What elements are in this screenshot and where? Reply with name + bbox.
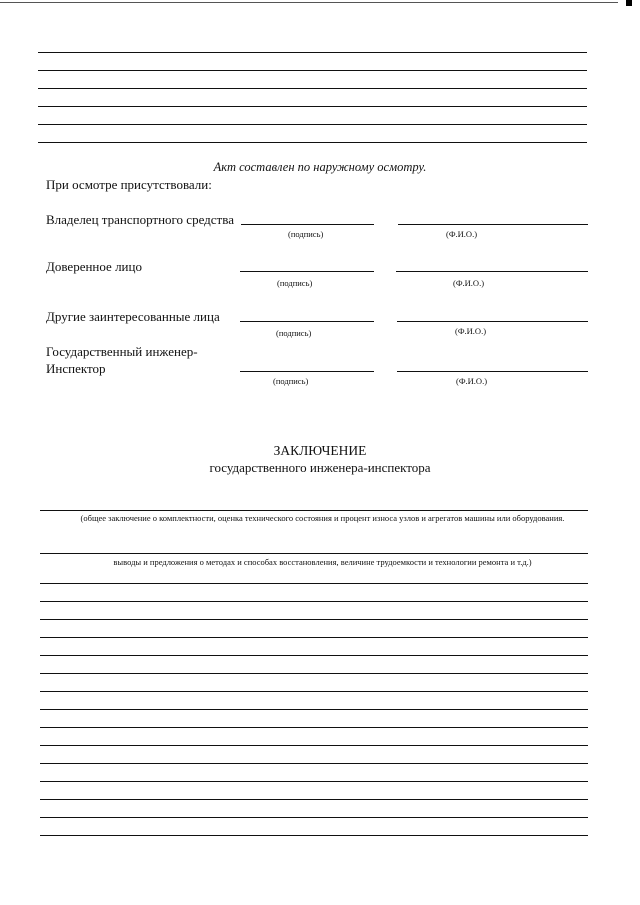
blank-line[interactable]	[40, 691, 588, 692]
blank-line[interactable]	[40, 601, 588, 602]
page-top-edge	[0, 2, 618, 3]
blank-line[interactable]	[40, 763, 588, 764]
blank-line[interactable]	[40, 817, 588, 818]
blank-line[interactable]	[40, 655, 588, 656]
blank-line[interactable]	[40, 619, 588, 620]
blank-line	[38, 70, 587, 71]
proxy-label: Доверенное лицо	[46, 259, 142, 274]
conclusion-subtitle: государственного инженера-инспектора	[209, 460, 431, 475]
blank-line	[38, 124, 587, 125]
blank-line[interactable]	[40, 781, 588, 782]
interested-signature-line[interactable]	[240, 321, 374, 322]
blank-line[interactable]	[40, 727, 588, 728]
conclusion-note-proposals: выводы и предложения о методах и способах восстановления, величине трудоемкости и технологии ремонта и т.д.)	[113, 557, 532, 567]
interested-name-line[interactable]	[397, 321, 588, 322]
owner-label: Владелец транспортного средства	[46, 212, 234, 227]
inspector-signature-line[interactable]	[240, 371, 374, 372]
proxy-signature-caption: (подпись)	[277, 278, 313, 288]
inspector-signature-caption: (подпись)	[273, 376, 309, 386]
blank-line[interactable]	[40, 673, 588, 674]
interested-parties-label: Другие заинтересованные лица	[46, 309, 220, 324]
proxy-name-line[interactable]	[396, 271, 588, 272]
blank-line[interactable]	[40, 799, 588, 800]
owner-signature-line[interactable]	[241, 224, 374, 225]
inspector-name-line[interactable]	[397, 371, 588, 372]
owner-signature-caption: (подпись)	[288, 229, 324, 239]
blank-line[interactable]	[40, 637, 588, 638]
proxy-signature-line[interactable]	[240, 271, 374, 272]
blank-line	[38, 52, 587, 53]
interested-signature-caption: (подпись)	[276, 328, 312, 338]
blank-line[interactable]	[40, 835, 588, 836]
blank-line[interactable]	[40, 745, 588, 746]
present-label: При осмотре присутствовали:	[46, 177, 212, 192]
conclusion-line-proposals[interactable]	[40, 553, 588, 554]
act-note: Акт составлен по наружному осмотру.	[213, 160, 427, 174]
conclusion-line-general[interactable]	[40, 510, 588, 511]
inspector-name-caption: (Ф.И.О.)	[456, 376, 488, 386]
interested-name-caption: (Ф.И.О.)	[455, 326, 487, 336]
blank-line	[38, 142, 587, 143]
proxy-name-caption: (Ф.И.О.)	[453, 278, 485, 288]
conclusion-note-general: (общее заключение о комплектности, оценка технического состояния и процент износа узлов и агрегатов машины или оборудования.	[80, 513, 565, 523]
inspector-label: Государственный инженер-Инспектор	[46, 344, 198, 376]
blank-line[interactable]	[40, 583, 588, 584]
scan-corner-mark	[626, 0, 632, 6]
owner-name-caption: (Ф.И.О.)	[446, 229, 478, 239]
owner-name-line[interactable]	[398, 224, 588, 225]
blank-line[interactable]	[40, 709, 588, 710]
blank-line	[38, 106, 587, 107]
blank-line	[38, 88, 587, 89]
conclusion-title: ЗАКЛЮЧЕНИЕ	[273, 443, 367, 458]
